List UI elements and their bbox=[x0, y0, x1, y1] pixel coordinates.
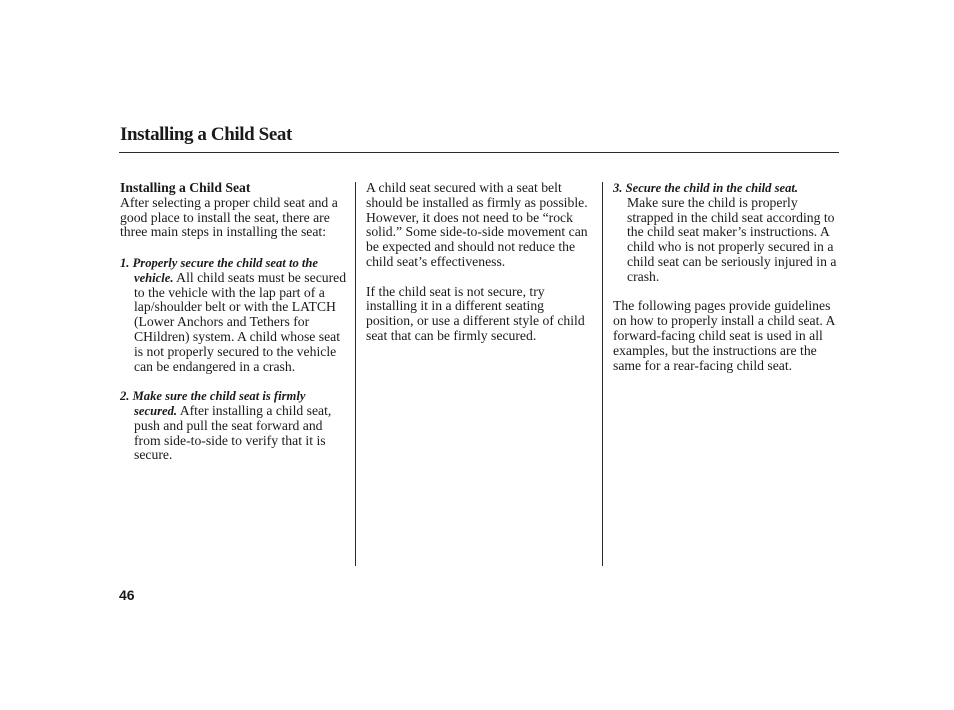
step-1-lead: 1. Properly secure the child seat to the vehicle. bbox=[120, 255, 318, 285]
step-1 bbox=[120, 256, 348, 374]
page-title: Installing a Child Seat bbox=[120, 124, 292, 145]
column-2 bbox=[366, 181, 594, 359]
paragraph-not-secure: If the child seat is not secure, try installing it in a different seating position, or use a different style of child seat that can be firmly secured. bbox=[366, 283, 585, 343]
step-2-lead: 2. Make sure the child seat is firmly secured. bbox=[120, 389, 306, 418]
intro-paragraph: After selecting a proper child seat and a good place to install the seat, there are three main steps in installing the seat: bbox=[120, 194, 338, 240]
page-number: 46 bbox=[119, 587, 135, 603]
section-heading: Installing a Child Seat bbox=[120, 180, 251, 195]
column-divider-2 bbox=[602, 182, 603, 566]
step-2-body: After installing a child seat, push and pull the seat forward and from side-to-side to verify that it is secure. bbox=[134, 402, 332, 463]
step-1-body: All child seats must be secured to the vehicle with the lap part of a lap/shoulder belt or with the LATCH (Lower Anchors and Tethers for CHildren) system. A child whose seat is not properly secured to the vehicle can be endangered in a crash. bbox=[134, 269, 347, 374]
paragraph-belt: A child seat secured with a seat belt should be installed as firmly as possible. However, it does not need to be “rock solid.” Some side-to-side movement can be expected and should not reduce the child seat’s effectiveness. bbox=[366, 180, 588, 269]
column-1 bbox=[120, 181, 348, 478]
column-3 bbox=[613, 181, 843, 388]
step-3-lead: 3. Secure the child in the child seat. bbox=[613, 181, 799, 195]
column-divider-1 bbox=[355, 182, 356, 566]
title-divider bbox=[119, 152, 839, 153]
following-pages-paragraph: The following pages provide guidelines on how to properly install a child seat. A forward-facing child seat is used in all examples, but the instructions are the same for a rear-facing child seat. bbox=[613, 298, 835, 373]
step-3-body: Make sure the child is properly strapped in the child seat according to the child seat maker’s instructions. A child who is not properly secured in a child seat can be seriously injured in a crash. bbox=[627, 194, 837, 284]
step-2 bbox=[120, 389, 348, 463]
